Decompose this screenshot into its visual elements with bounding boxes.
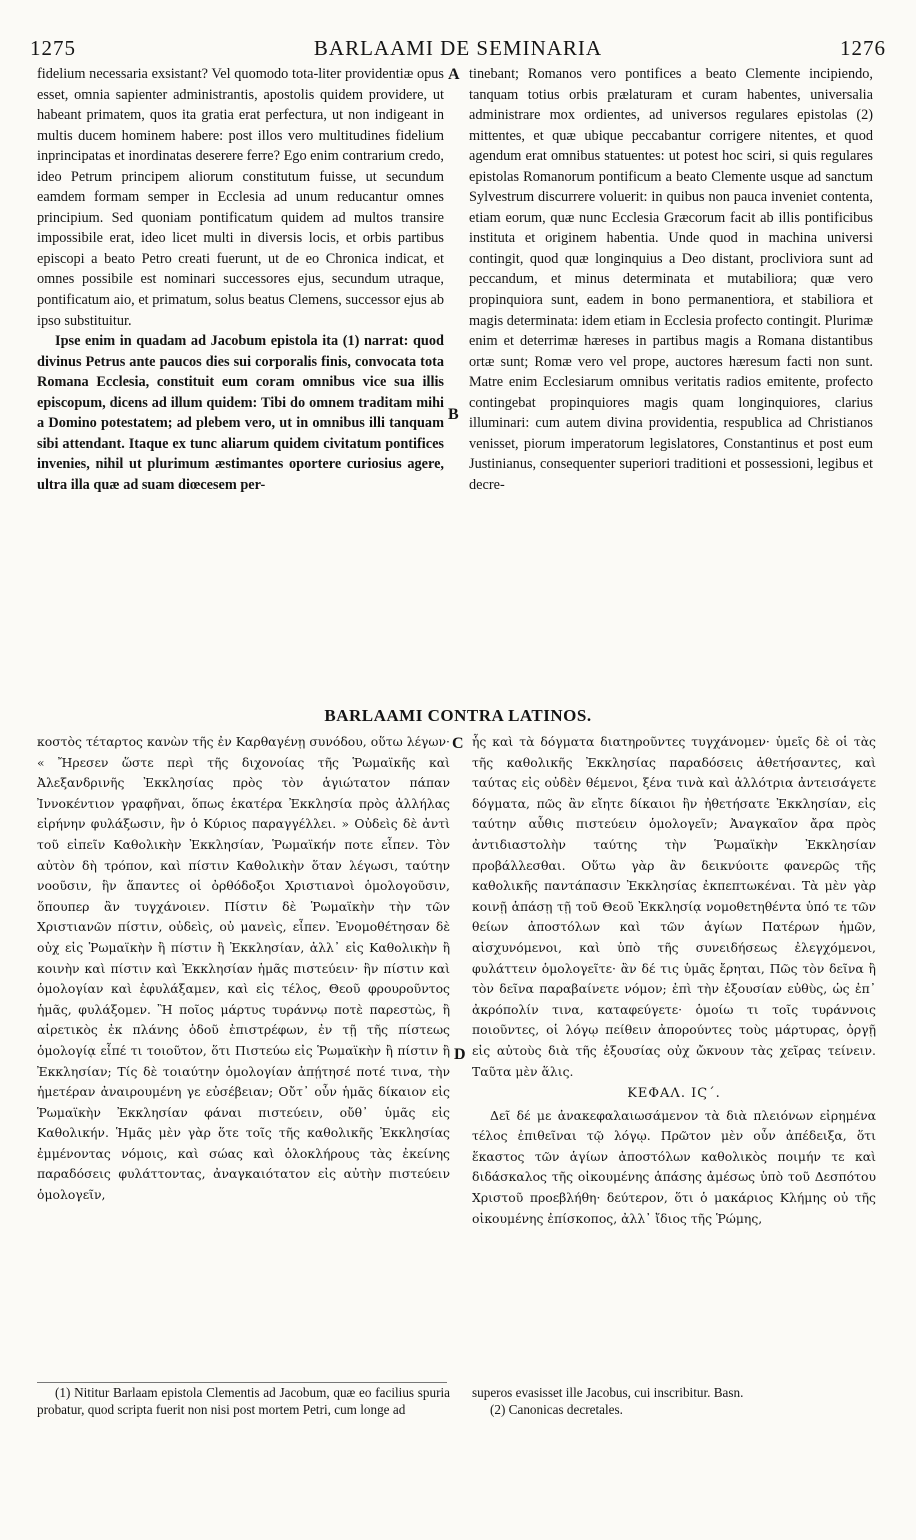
running-title: BARLAAMI DE SEMINARIA (313, 36, 603, 60)
greek-right-paragraph-2: Δεῖ δέ με ἀνακεφαλαιωσάμενον τὰ διὰ πλειόνων εἰρημένα τέλος ἐπιθεῖναι τῷ λόγῳ. Πρῶτον μὲν οὖν ἀπέδειξα, ὅτι ἕκαστος τῶν ἁγίων ἀποστόλων καθολικὸς ποιμήν τε καὶ διδάσκαλος τῆς οἰκουμένης ἁπάσης ἀμέσως ὑπὸ τοῦ Δεσπότου Χριστοῦ προεβλήθη· δεύτερον, ὅτι ὁ μακάριος Κλήμης οὐ τῆς οἰκουμένης ἐπίσκοπος, ἀλλ᾽ ἴδιος τῆς Ῥώμης, (472, 1107, 876, 1226)
margin-marker-c: C (452, 735, 464, 752)
latin-right-paragraph-1: tinebant; Romanos vero pontifices a beato Clemente incipiendo, tanquam totius orbis prælaturam et curam habentes, universalia administrare mox ordientes, ad universos regulares epistolas (2) mittentes, et quæ ubique peccabantur corrigere nitentes, et quod agendum erat omnibus statuentes: ut potest hoc sciri, si quis regulares epistolas Romanorum pontificum a beato Clemente usque ad sanctum Sylvestrum discurrere voluerit: in quibus non pauca inveniet contenta, etiam eorum, quæ nunc Ecclesia Græcorum facit ab illis pontificibus instituta et originem habentia. Unde quod in machina universi contingit, quod quæ longinquius a Deo distant, procliviora sunt ad peccandum, et minus determinata et mutabiliora; quæ vero propinquiora sunt, eadem in bono permanentiora, et stabiliora et magis determinata: idem etiam in Ecclesia profecto contingit. Plurimæ enim et deterrimæ hæreses in partibus magis a Romana distantibus ortæ sunt; Romæ vero vel prope, auctores hæresum facti non sunt. Matre enim Ecclesiarum omnibus veritatis radios emitente, profecto contingebat propinquiores magis quam longinquiores, clarius illuminari: cum autem divina providentia, respublica ad Christianos venisset, piorum imperatorum legislatores, Constantinus et post eum Justinianus, consequenter superiori traditioni et possessioni, legibus et decre- (469, 66, 873, 493)
footnote-rule (37, 1382, 447, 1383)
right-page-number: 1276 (840, 36, 886, 60)
latin-left-paragraph-2: Ipse enim in quadam ad Jacobum epistola ita (1) narrat: quod divinus Petrus ante paucos dies sui corporalis finis, convocata tota Romana Ecclesia, constituit eum coram omnibus vice sua illis episcopum, dicens ad illum quidem: Tibi do omnem traditam mihi a Domino potestatem; ad plebem vero, ut in omnibus illi tanquam sibi attendant. Itaque ex tunc aliarum quidem civitatum pontifices invenies, nihil ut plurimum æstimantes oportere curiosius agere, ultra illa quæ ad suam diœcesem per- (37, 333, 444, 493)
left-page-number: 1275 (30, 36, 76, 60)
margin-marker-d: D (454, 1046, 466, 1063)
footnote-left (37, 1384, 450, 1418)
greek-column-left (37, 732, 450, 1206)
running-header (30, 36, 886, 62)
footnote-1: (1) Nititur Barlaam epistola Clementis ad Jacobum, quæ eo facilius spuria probatur, quod scripta fuerit non nisi post mortem Petri, cum longe ad (37, 1385, 450, 1418)
greek-right-paragraph-1: ἧς καὶ τὰ δόγματα διατηροῦντες τυγχάνομεν· ὑμεῖς δὲ οἱ τὰς τῆς καθολικῆς Ἐκκλησίας παραδόσεις ἀθετήσαντες, καὶ ταύτας εἰς οὐδὲν θέμενοι, ξένα τινὰ καὶ ἀλλότρια ἀντεισάγετε δόγματα, πῶς ἂν εἴητε δίκαιοι ἣν ἠθετήσατε Ἐκκλησίαν, εἰς ταύτην αὖθις πιστεύειν ὁμολογεῖν; Ἀναγκαῖον ἄρα πρὸς ἀντιδιαστολὴν ταύτης τὴν Ῥωμαϊκὴν Ἐκκλησίαν προβάλλεσθαι. Οὕτω γὰρ ἂν δεικνύοιτε φανερῶς τῆς καθολικῆς παντάπασιν Ἐκκλησίας ἐκπεπτωκέναι. Τὰ μὲν γὰρ κοινῇ ἁπάσῃ τῇ τοῦ Θεοῦ Ἐκκλησίᾳ νομοθετηθέντα ὑπό τε τῶν θείων ἀποστόλων καὶ τῶν ἁγίων Πατέρων ἡμῶν, αἰσχυνόμενοι, καὶ ὑπὸ τῆς συνειδήσεως ἐλεγχόμενοι, φυλάττειν ὁμολογεῖτε· ἂν δέ τις ὑμᾶς ἔρηται, Πῶς τὸν δεῖνα ἢ τὸν δεῖνα παραβαίνετε νόμον; ἐπὶ τὴν ἐξουσίαν εὐθὺς, ὡς ἐπ᾽ ἀκρόπολίν τινα, καταφεύγετε· ὁμοίω τι τοῖς τυράννοις ποιοῦντες, οἱ λόγῳ πείθειν ἀπορούντες τοὺς μάρτυρας, ὀργῇ εἰς αὐτοὺς διὰ τῆς ἐξουσίας οὐχ ὤκνουν τὰς χεῖρας τείνειν. Ταῦτα μὲν ἅλις. (472, 734, 876, 1079)
footnote-2: (2) Canonicas decretales. (490, 1402, 623, 1418)
greek-column-right (472, 732, 876, 1229)
footnote-1-continued: superos evasisset ille Jacobus, cui inscribitur. Basn. (472, 1385, 744, 1400)
latin-column-right (469, 64, 873, 495)
latin-column-left (37, 64, 444, 495)
latin-left-paragraph-1: fidelium necessaria exsistant? Vel quomodo tota-liter providentiæ opus esset, omnia sapienter administrantis, apostolis quidem providere, ut habeant primatem, quos ita gratia erat perfectura, ut non indigeant in multis ducem hominem habere: post illos vero multitudines fidelium inprincipatas et inordinatas deserere ferre? Ego enim contrarium credo, ideo Petrum principem aliorum constitutum fuisse, ut secundum eamdem formam semper in Ecclesia ad unum reducantur omnes principium. Sed quoniam pontificatum quidem ad multos transire impossibile erat, ideo licet multi in diversis locis, et orbis partibus episcopi a beato Petro creati fuerunt, ut de eo Chronica indicat, et omnes possibile est nominari successores ejus, secundum utraque, pontificatum aio, et primatum, solus beatus Clemens, successor ejus ab ipso substituitur. (37, 66, 444, 329)
margin-marker-a: A (448, 66, 460, 83)
chapter-heading: ΚΕΦΑΛ. ΙϚ΄. (627, 1086, 721, 1102)
greek-left-paragraph: κοστὸς τέταρτος κανὼν τῆς ἐν Καρθαγένῃ συνόδου, οὕτω λέγων· « Ἤρεσεν ὥστε περὶ τῆς διχονοίας τῆς Ῥωμαϊκῆς καὶ Ἀλεξανδρινῆς Ἐκκλησίας πρὸς τὸν ἁγιώτατον πάπαν Ἰννοκέντιον γραφῆναι, ὅπως ἑκατέρα Ἐκκλησία πρὸς ἀλλήλας εἰρήνην φυλάξωσιν, ἣν ὁ Κύριος παραγγέλλει. » Οὐδεὶς δὲ ἀντὶ τοῦ εἰπεῖν Καθολικὴν Ἐκκλησίαν, Ῥωμαϊκήν ποτε εἶπεν. Τὸν αὐτὸν δὴ τρόπον, καὶ πίστιν Καθολικὴν ὅταν λέγωσι, ταύτην νοοῦσιν, ἣν ἅπαντες οἱ ὀρθόδοξοι Χριστιανοὶ ὁμολογοῦσιν, ὅπουπερ ἂν τυγχάνοιεν. Πίστιν δὲ Ῥωμαϊκὴν τὴν τῶν Χριστιανῶν πίστιν, οὐδεὶς, οὐ μανεὶς, εἶπεν. Ἐνομοθέτησαν δὲ οὐχ εἰς Ῥωμαϊκὴν ἢ πίστιν ἢ Ἐκκλησίαν, ἀλλ᾽ εἰς Καθολικὴν ἢ κοινὴν καὶ πίστιν καὶ Ἐκκλησίαν ἡμᾶς πιστεύειν· ἣν πίστιν καὶ ὁμολογίαν καὶ ἐφυλάξαμεν, καὶ εἰς τέλος, Θεοῦ φρουροῦντος ἡμᾶς, φυλάξομεν. Ἢ ποῖος μάρτυς τυράννῳ ποτὲ παρεστὼς, ἢ αἱρετικὸς ἐκ πλάνης ὁδοῦ ἐπιστρέφων, ἐν τῇ τῆς πίστεως ὁμολογίᾳ εἶπέ τι τοιοῦτον, ὅτι Πιστεύω εἰς Ῥωμαϊκὴν ἢ πίστιν ἢ Ἐκκλησίαν; Τίς δὲ τοιαύτην ὁμολογίαν ἀπῄτησέ ποτέ τινα, τὴν ἡμετέραν ἀναιρουμένη γε εὐσέβειαν; Οὔτ᾽ οὖν ἡμᾶς δίκαιον εἰς Ῥωμαϊκὴν Ἐκκλησίαν φάναι πιστεύειν, οὔθ᾽ ὑμᾶς εἰς Καθολικήν. Ἡμᾶς μὲν γὰρ ὅτε τοῖς τῆς καθολικῆς Ἐκκλησίας ἐμμένοντας νόμοις, καὶ σώας καὶ ὁλοκλήρους τὰς ἐκείνης παραδόσεις φυλάττοντας, ἀναγκαιότατον εἰς αὐτὴν πιστεύειν ὁμολογεῖν, (37, 734, 450, 1203)
margin-marker-b: B (448, 406, 459, 423)
section-title: BARLAAMI CONTRA LATINOS. (324, 706, 592, 725)
footnote-right (472, 1384, 876, 1418)
